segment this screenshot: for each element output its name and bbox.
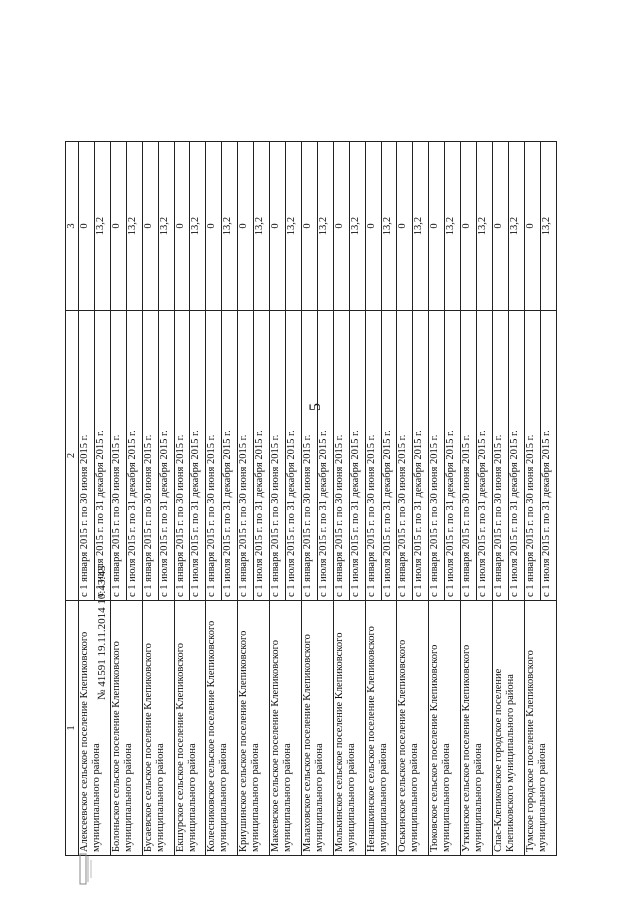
value-cell: 0 <box>301 142 317 311</box>
settlement-name-cell: Малаховское сельское поселение Клепиковского муниципального района <box>301 601 333 856</box>
table-row <box>79 142 95 856</box>
value-cell: 0 <box>270 142 286 311</box>
period-cell: с 1 июля 2015 г. по 31 декабря 2015 г. <box>540 311 556 601</box>
period-cell: с 1 июля 2015 г. по 31 декабря 2015 г. <box>94 311 110 601</box>
settlement-name-cell: Уткинское сельское поселение Клепиковского муниципального района <box>461 601 493 856</box>
period-cell: с 1 июля 2015 г. по 31 декабря 2015 г. <box>445 311 461 601</box>
period-cell: с 1 января 2015 г. по 30 июня 2015 г. <box>429 311 445 601</box>
value-cell: 13,2 <box>445 142 461 311</box>
settlement-name-cell: Бусаевское сельское поселение Клепиковского муниципального района <box>142 601 174 856</box>
value-cell: 0 <box>206 142 222 311</box>
table-row <box>270 142 286 856</box>
value-cell: 13,2 <box>349 142 365 311</box>
settlement-name-cell: Ненашкинское сельское поселение Клепиковского муниципального района <box>365 601 397 856</box>
value-cell: 0 <box>397 142 413 311</box>
value-cell: 0 <box>142 142 158 311</box>
tariff-table <box>65 141 557 856</box>
value-cell: 0 <box>461 142 477 311</box>
table-row <box>365 142 381 856</box>
value-cell: 13,2 <box>190 142 206 311</box>
settlement-name-cell: Екшурское сельское поселение Клепиковского муниципального района <box>174 601 206 856</box>
value-cell: 13,2 <box>222 142 238 311</box>
settlement-name-cell: Оськинское сельское поселение Клепиковского муниципального района <box>397 601 429 856</box>
period-cell: с 1 июля 2015 г. по 31 декабря 2015 г. <box>381 311 397 601</box>
settlement-name-cell: Криушинское сельское поселение Клепиковского муниципального района <box>238 601 270 856</box>
table-row <box>429 142 445 856</box>
value-cell: 13,2 <box>508 142 524 311</box>
period-cell: с 1 января 2015 г. по 30 июня 2015 г. <box>79 311 95 601</box>
tariff-table-frame <box>65 141 557 856</box>
period-cell: с 1 января 2015 г. по 30 июня 2015 г. <box>524 311 540 601</box>
value-cell: 13,2 <box>477 142 493 311</box>
period-cell: с 1 января 2015 г. по 30 июня 2015 г. <box>110 311 126 601</box>
table-header-row <box>66 142 79 856</box>
period-cell: с 1 июля 2015 г. по 31 декабря 2015 г. <box>222 311 238 601</box>
table-row <box>461 142 477 856</box>
period-cell: с 1 января 2015 г. по 30 июня 2015 г. <box>142 311 158 601</box>
period-cell: с 1 января 2015 г. по 30 июня 2015 г. <box>461 311 477 601</box>
period-cell: с 1 января 2015 г. по 30 июня 2015 г. <box>174 311 190 601</box>
period-cell: с 1 января 2015 г. по 30 июня 2015 г. <box>301 311 317 601</box>
header-col-3: 3 <box>66 142 79 311</box>
period-cell: с 1 июля 2015 г. по 31 декабря 2015 г. <box>158 311 174 601</box>
period-cell: с 1 января 2015 г. по 30 июня 2015 г. <box>492 311 508 601</box>
table-row <box>301 142 317 856</box>
value-cell: 13,2 <box>317 142 333 311</box>
value-cell: 0 <box>110 142 126 311</box>
table-row <box>492 142 508 856</box>
value-cell: 0 <box>365 142 381 311</box>
period-cell: с 1 июля 2015 г. по 31 декабря 2015 г. <box>126 311 142 601</box>
table-row <box>110 142 126 856</box>
table-row <box>174 142 190 856</box>
settlement-name-cell: Тюковское сельское поселение Клепиковского муниципального района <box>429 601 461 856</box>
value-cell: 13,2 <box>158 142 174 311</box>
value-cell: 13,2 <box>126 142 142 311</box>
period-cell: с 1 июля 2015 г. по 31 декабря 2015 г. <box>477 311 493 601</box>
registration-logo <box>78 852 94 886</box>
settlement-name-cell: Молькинское сельское поселение Клепиковского муниципального района <box>333 601 365 856</box>
value-cell: 0 <box>524 142 540 311</box>
period-cell: с 1 июля 2015 г. по 31 декабря 2015 г. <box>317 311 333 601</box>
value-cell: 0 <box>238 142 254 311</box>
period-cell: с 1 января 2015 г. по 30 июня 2015 г. <box>397 311 413 601</box>
settlement-name-cell: Тумское городское поселение Клепиковского муниципального района <box>524 601 556 856</box>
period-cell: с 1 января 2015 г. по 30 июня 2015 г. <box>365 311 381 601</box>
period-cell: с 1 января 2015 г. по 30 июня 2015 г. <box>333 311 349 601</box>
value-cell: 0 <box>492 142 508 311</box>
header-col-1: 1 <box>66 601 79 856</box>
period-cell: с 1 января 2015 г. по 30 июня 2015 г. <box>270 311 286 601</box>
value-cell: 0 <box>333 142 349 311</box>
value-cell: 13,2 <box>540 142 556 311</box>
value-cell: 13,2 <box>413 142 429 311</box>
header-col-2: 2 <box>66 311 79 601</box>
value-cell: 13,2 <box>381 142 397 311</box>
settlement-name-cell: Алексеевское сельское поселение Клепиковского муниципального района <box>79 601 111 856</box>
period-cell: с 1 января 2015 г. по 30 июня 2015 г. <box>238 311 254 601</box>
table-row <box>524 142 540 856</box>
period-cell: с 1 января 2015 г. по 30 июня 2015 г. <box>206 311 222 601</box>
value-cell: 13,2 <box>254 142 270 311</box>
settlement-name-cell: Болоньское сельское поселение Клепиковского муниципального района <box>110 601 142 856</box>
table-row <box>206 142 222 856</box>
settlement-name-cell: Спас-Клепиковское городское поселение Клепиковского муниципального района <box>492 601 524 856</box>
page-number: 5 <box>307 403 324 411</box>
value-cell: 0 <box>174 142 190 311</box>
period-cell: с 1 июля 2015 г. по 31 декабря 2015 г. <box>285 311 301 601</box>
document-stamp: № 41591 19.11.2014 10:43:43 <box>96 565 108 700</box>
period-cell: с 1 июля 2015 г. по 31 декабря 2015 г. <box>508 311 524 601</box>
table-row <box>142 142 158 856</box>
settlement-name-cell: Макеевское сельское поселение Клепиковского муниципального района <box>270 601 302 856</box>
table-row <box>333 142 349 856</box>
period-cell: с 1 июля 2015 г. по 31 декабря 2015 г. <box>413 311 429 601</box>
period-cell: с 1 июля 2015 г. по 31 декабря 2015 г. <box>349 311 365 601</box>
table-row <box>238 142 254 856</box>
value-cell: 13,2 <box>285 142 301 311</box>
period-cell: с 1 июля 2015 г. по 31 декабря 2015 г. <box>190 311 206 601</box>
settlement-name-cell: Колесниковское сельское поселение Клепиковского муниципального района <box>206 601 238 856</box>
period-cell: с 1 июля 2015 г. по 31 декабря 2015 г. <box>254 311 270 601</box>
table-row <box>397 142 413 856</box>
value-cell: 0 <box>429 142 445 311</box>
value-cell: 0 <box>79 142 95 311</box>
value-cell: 13,2 <box>94 142 110 311</box>
table-body <box>79 142 557 856</box>
